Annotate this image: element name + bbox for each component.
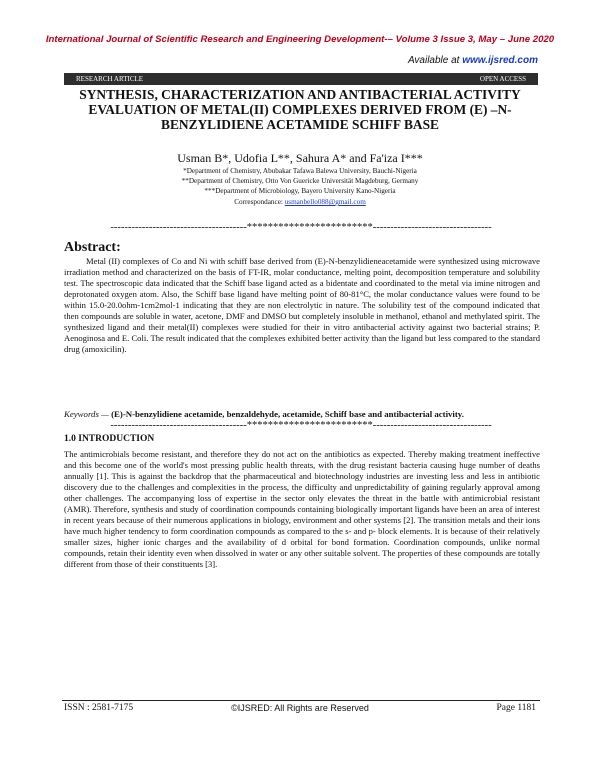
affiliation-3: ***Department of Microbiology, Bayero University Kano-Nigeria [204, 187, 396, 195]
keywords [64, 409, 540, 420]
abstract-text: Metal (II) complexes of Co and Ni with schiff base derived from (E)-N-benzylidieneacetamide were synthesized using microwave irradiation method and characterized on the basis of FT-IR, molar conductance, melting point, decomposition temperature and solubility test. The spectroscopic data indicated that the Schiff base ligand acted as a bidentate and coordinated to the metal via imine nitrogen and deprotonated oxygen atom. Also, the Schiff base ligand have melting point of 80-81°C, the molar conductance values were found to be within 15.0-20.0ohm-1cm2mol-1 indicating that they are non electrolytic in nature. The solubility test of the compound indicated that then compounds are soluble in water, acetone, DMF and DMSO but completely insoluble in methanol, ethanol and methylated spirit. The synthesized ligand and their metal(II) complexes were studied for their in vitro antibacterial activity against two bacterial strains; P. Aenoginosa and E. Coli. The result indicated that the complexes exhibited better activity than the ligand but less compared to the standard drug (amoxicilin). [64, 256, 540, 354]
intro-text: The antimicrobials become resistant, and therefore they do not act on the antibiotics as expected. Thereby making treatment ineffective and this become one of the world's most pressing public health threats, with the drug resistant bacteria causing huge number of deaths annually [1]. This is against the backdrop that the pharmaceutical and biotechnology industries are investing less and less in antibiotic discovery due to the challenges and complexities in the process, the difficulty and unpredictability of gaining regularly approval among other challenges. The accompanying loss of expertise in the sector only elevates the threat in the battle with antimicrobial resistant (AMR). Therefore, synthesis and study of coordination compounds containing biologically important ligands have been an area of interest in recent years because of their numerous applications in biology, environment and other systems [2]. The transition metals and their ions have much higher tendency to form coordination compounds as compared to the s- and p- block elements. It is because of their relatively smaller sizes, higher ionic charges and the availability of d orbital for bond formation. Coordination compounds, unlike normal compounds, retain their identity even when dissolved in water or any other suitable solvent. The properties of these compounds are totally different from those of their constituents [3]. [64, 449, 540, 569]
correspondence [0, 198, 600, 208]
article-type-bar [64, 73, 538, 85]
footer-copyright: ©IJSRED: All Rights are Reserved [231, 703, 369, 713]
intro-body [64, 449, 540, 570]
correspondence-label: Correspondance: [234, 198, 285, 206]
authors: Usman B*, Udofia L**, Sahura A* and Fa'iza I*** [177, 151, 423, 165]
affiliation-2: **Department of Chemistry, Otto Von Guericke Universität Magdeburg, Germany [181, 177, 419, 185]
footer-page-number: Page 1181 [496, 703, 536, 713]
journal-url-link[interactable]: www.ijsred.com [462, 55, 538, 66]
correspondence-email-link[interactable]: usmanbello088@gmail.com [284, 198, 366, 206]
footer-issn: ISSN : 2581-7175 [64, 703, 134, 713]
paper-title: SYNTHESIS, CHARACTERIZATION AND ANTIBACTERIAL ACTIVITY EVALUATION OF METAL(II) COMPLEXES DERIVED FROM (E) –N-BENZYLIDIENE ACETAMIDE SCHIFF BASE [79, 87, 521, 132]
journal-header: International Journal of Scientific Research and Engineering Development-– Volume 3 Issue 3, May – June 2020 [45, 34, 555, 45]
separator-bottom: ---------------------------------------************************---------------------------------- [110, 420, 492, 431]
separator-top: ---------------------------------------************************---------------------------------- [110, 222, 492, 233]
section-heading: 1.0 INTRODUCTION [64, 434, 155, 444]
affiliation-1: *Department of Chemistry, Abubakar Tafawa Balewa University, Bauchi-Nigeria [183, 167, 417, 175]
abstract-body [64, 256, 540, 355]
abstract-heading: Abstract: [64, 240, 121, 255]
available-prefix: Available at [407, 55, 463, 66]
open-access-label: OPEN ACCESS [479, 75, 526, 83]
research-article-label: RESEARCH ARTICLE [76, 75, 144, 83]
footer-divider [62, 700, 540, 701]
keywords-text: (E)-N-benzylidiene acetamide, benzaldehyde, acetamide, Schiff base and antibacterial activity. [111, 409, 464, 419]
keywords-label: Keywords — [64, 409, 112, 419]
availability-line [408, 55, 538, 66]
